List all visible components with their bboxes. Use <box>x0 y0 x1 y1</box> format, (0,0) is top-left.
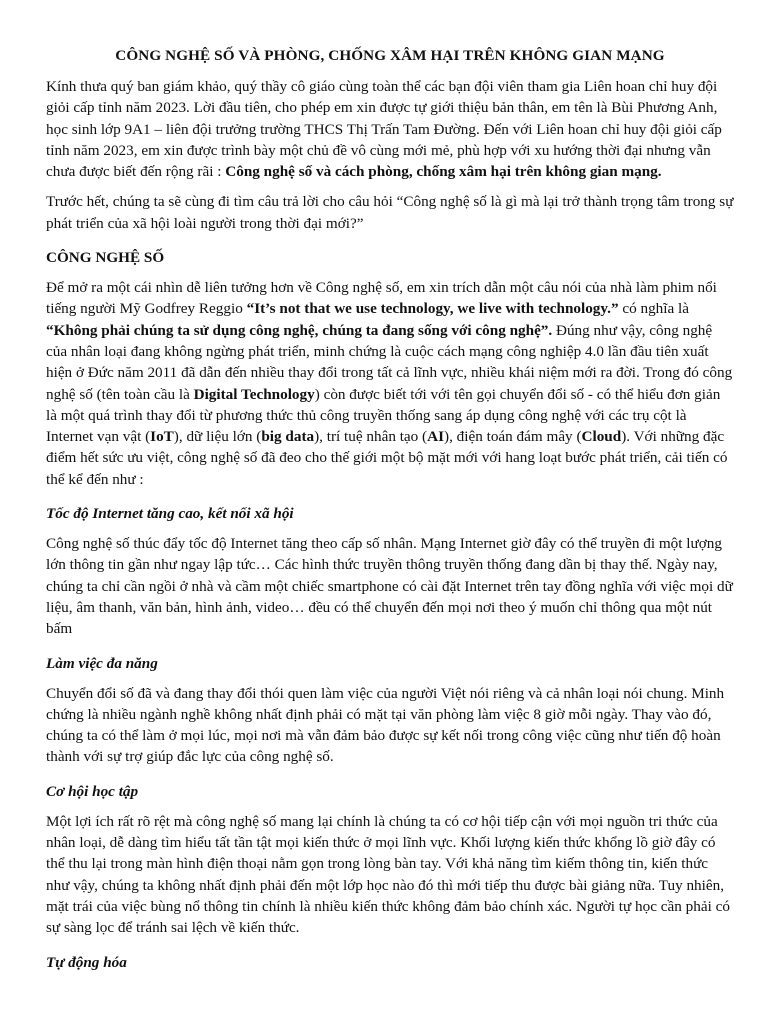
term-ai: AI <box>427 428 445 446</box>
section-text-3: Đúng như vậy, công nghệ của nhân loại đang không ngừng phát triển, minh chứng là cuộc cách mạng công nghiệp 4.0 lần đầu tiên xuất hiện ở Đức năm 2011 đã dẫn đến nhiều thay đổi trong tất cả lĩnh vực, nhiều khái niệm mới ra đời. Trong đó công nghệ số (tên toàn cầu là <box>46 321 733 403</box>
subsection-heading-automation: Tự động hóa <box>46 953 127 971</box>
subsection-heading-learning: Cơ hội học tập <box>46 782 139 800</box>
section-text-8: ). Với những đặc điểm hết sức ưu việt, công nghệ số đã đeo cho thế giới một bộ mặt mới với hang loạt bước phát triển, cải tiến có thể kể đến như : <box>46 428 728 488</box>
document-title: CÔNG NGHỆ SỐ VÀ PHÒNG, CHỐNG XÂM HẠI TRÊN KHÔNG GIAN MẠNG <box>115 47 665 64</box>
quote-vietnamese: “Không phải chúng ta sử dụng công nghệ, chúng ta đang sống với công nghệ”. <box>46 321 553 339</box>
subsection-heading-internet: Tốc độ Internet tăng cao, kết nối xã hội <box>46 505 294 523</box>
section-text-2: có nghĩa là <box>618 300 689 318</box>
section-text-5: ), dữ liệu lớn ( <box>173 428 262 446</box>
intro-topic-bold: Công nghệ số và cách phòng, chống xâm hại trên không gian mạng. <box>225 163 662 181</box>
section-heading: CÔNG NGHỆ SỐ <box>46 249 165 267</box>
section-text-7: ), điện toán đám mây ( <box>444 428 582 446</box>
subsection-body-learning: Một lợi ích rất rõ rệt mà công nghệ số mang lại chính là chúng ta có cơ hội tiếp cận với mọi nguồn tri thức của nhân loại, dễ dàng tìm hiểu tất tần tật mọi kiến thức ở mọi lĩnh vực. Khối lượng kiến thức khổng lồ giờ đây có thể thu lại trong màn hình điện thoại nằm gọn trong lòng bàn tay. Với khả năng tìm kiếm thông tin, kiến thức như vậy, chúng ta không nhất định phải đến một lớp học nào đó thì mới tiếp thu được bài giảng nữa. Tuy nhiên, mặt trái của việc bùng nổ thông tin chính là nhiều kiến thức không đảm bảo chính xác. Người tự học cần phải có sự sàng lọc để tránh sai lệch về kiến thức. <box>46 812 730 937</box>
section-paragraph <box>46 277 734 490</box>
intro-paragraph <box>46 76 734 182</box>
subsection-heading-work: Làm việc đa năng <box>46 654 158 672</box>
section-text-1: Để mở ra một cái nhìn dễ liên tưởng hơn về Công nghệ số, em xin trích dẫn một câu nói của nhà làm phim nổi tiếng người Mỹ Godfrey Reggio <box>46 279 717 318</box>
intro-text: Kính thưa quý ban giám khảo, quý thầy cô giáo cùng toàn thể các bạn đội viên tham gia Liên hoan chỉ huy đội giỏi cấp tỉnh năm 2023. Lời đầu tiên, cho phép em xin được tự giới thiệu bản thân, em tên là Bùi Phương Anh, học sinh lớp 9A1 – liên đội trưởng trường THCS Thị Trấn Tam Đường. Đến với Liên hoan chỉ huy đội giỏi cấp tỉnh năm 2023, em xin được trình bày một chủ đề vô cùng mới mẻ, phù hợp với xu hướng thời đại nhưng vẫn chưa được biết đến rộng rãi : <box>46 78 722 181</box>
term-digital-technology: Digital Technology <box>193 385 315 403</box>
section-text-4: ) còn được biết tới với tên gọi chuyển đổi số - có thể hiểu đơn giản là một quá trình thay đổi từ phương thức thủ công truyền thống sang áp dụng công nghệ với các trụ cột là Internet vạn vật ( <box>46 385 721 446</box>
term-cloud: Cloud <box>581 428 622 446</box>
question-paragraph: Trước hết, chúng ta sẽ cùng đi tìm câu trả lời cho câu hỏi “Công nghệ số là gì mà lại trở thành trọng tâm trong sự phát triển của xã hội loài người trong thời đại mới?” <box>46 193 734 232</box>
subsection-body-internet: Công nghệ số thúc đẩy tốc độ Internet tăng theo cấp số nhân. Mạng Internet giờ đây có thể truyền đi một lượng lớn thông tin gần như ngay lập tức… Các hình thức truyền thông truyền thống đang dần bị thay thế. Ngày nay, chúng ta chỉ cần ngồi ở nhà và cầm một chiếc smartphone có cài đặt Internet trên tay đồng nghĩa với việc mọi dữ liệu, âm thanh, văn bản, hình ảnh, video… đều có thể chuyển đến mọi nơi theo ý muốn chỉ thông qua một nút bấm <box>46 535 733 638</box>
term-big-data: big data <box>261 428 315 446</box>
subsection-body-work: Chuyển đổi số đã và đang thay đổi thói quen làm việc của người Việt nói riêng và cả nhân loại nói chung. Minh chứng là nhiều ngành nghề không nhất định phải có mặt tại văn phòng làm việc 8 giờ mỗi ngày. Thay vào đó, chúng ta có thể làm ở mọi lúc, mọi nơi mà vẫn đảm bảo được sự kết nối trong công việc cũng như tiến độ hoàn thành với sự trợ giúp đắc lực của công nghệ số. <box>46 684 725 766</box>
term-iot: IoT <box>150 428 174 446</box>
section-text-6: ), trí tuệ nhân tạo ( <box>314 428 428 446</box>
quote-english: “It’s not that we use technology, we live with technology.” <box>246 300 619 318</box>
